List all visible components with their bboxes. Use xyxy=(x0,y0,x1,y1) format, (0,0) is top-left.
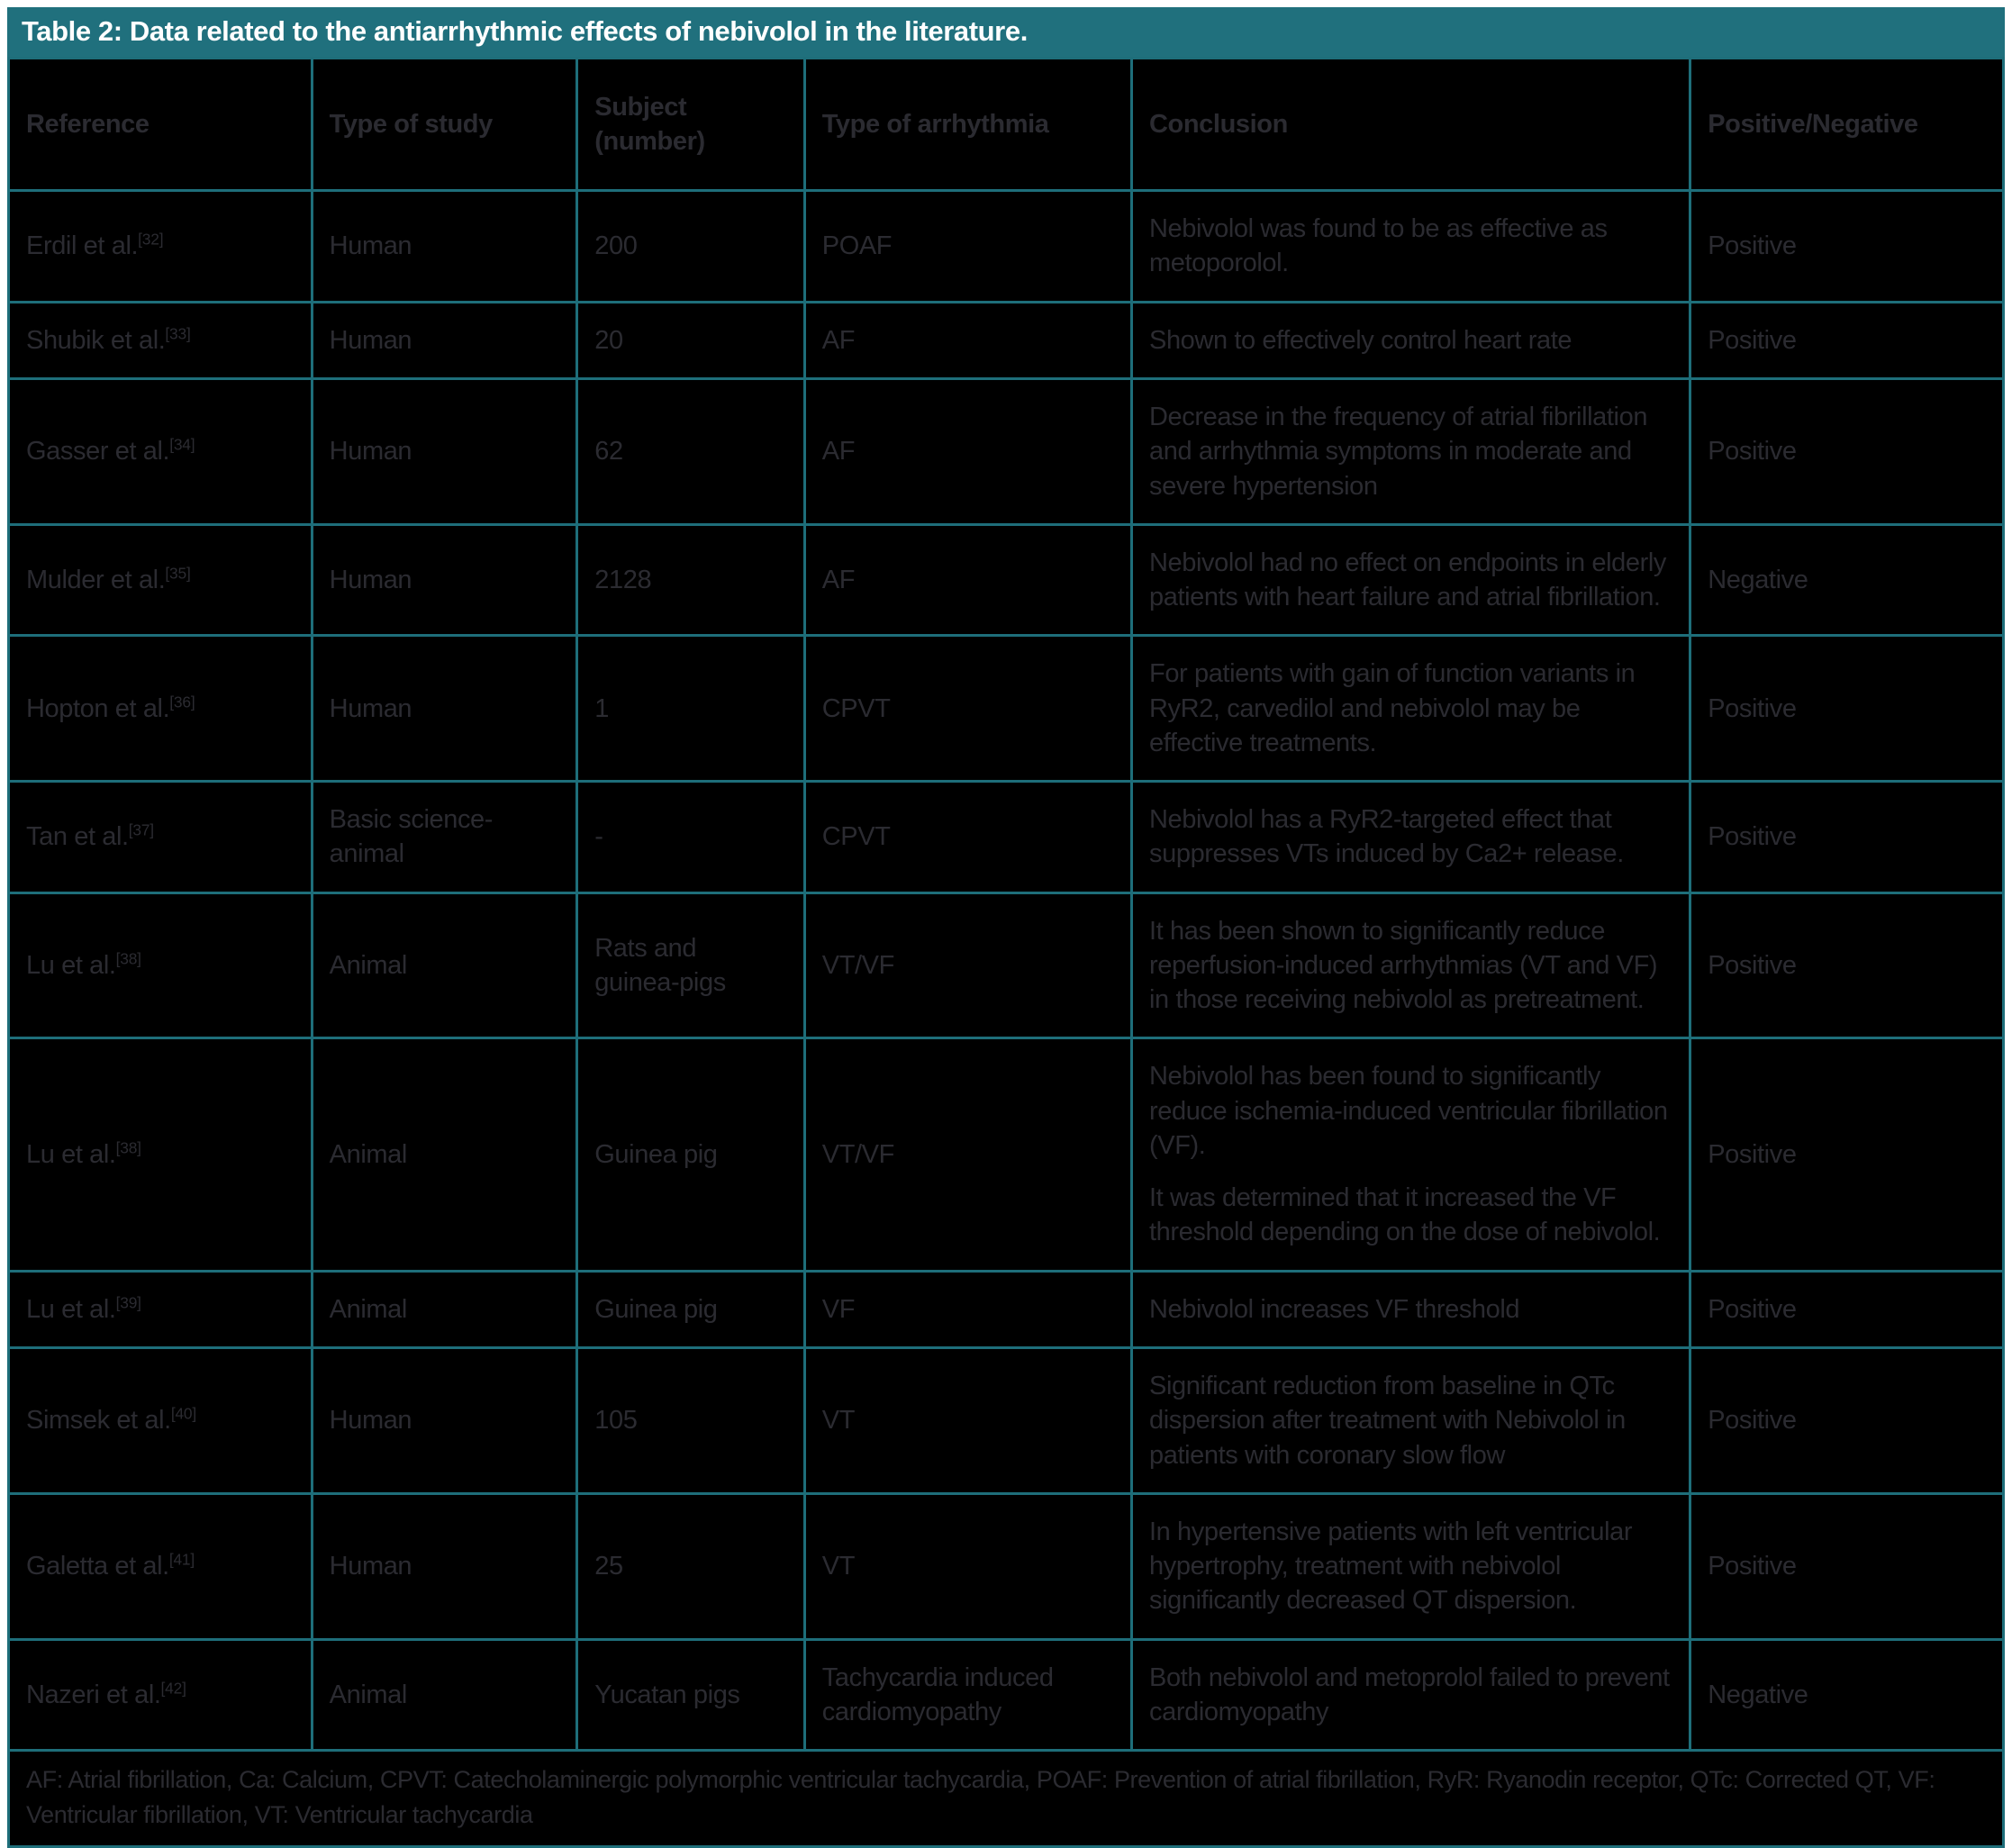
cell-subject-number: 20 xyxy=(577,302,805,378)
cell-type-of-arrhythmia: POAF xyxy=(804,191,1131,303)
cell-type-of-arrhythmia: AF xyxy=(804,524,1131,636)
column-header-type-of-study: Type of study xyxy=(312,58,577,191)
cell-reference xyxy=(9,302,313,378)
cell-reference xyxy=(9,1038,313,1271)
cell-subject-number: 105 xyxy=(577,1348,805,1494)
citation-superscript: [32] xyxy=(138,230,164,249)
table-row xyxy=(9,191,2004,303)
cell-subject-number: 62 xyxy=(577,378,805,524)
cell-reference xyxy=(9,524,313,636)
cell-type-of-study: Human xyxy=(312,378,577,524)
citation-superscript: [34] xyxy=(169,435,195,454)
cell-conclusion xyxy=(1132,1038,1690,1271)
table-row xyxy=(9,524,2004,636)
table-title-bar xyxy=(7,7,2005,57)
citation-superscript: [38] xyxy=(115,1138,141,1157)
conclusion-paragraph: In hypertensive patients with left ventricular hypertrophy, treatment with nebivolol significantly decreased QT dispersion. xyxy=(1149,1517,1633,1616)
cell-type-of-study: Human xyxy=(312,636,577,782)
column-header-reference: Reference xyxy=(9,58,313,191)
cell-positive-negative: Positive xyxy=(1690,378,2004,524)
table-row xyxy=(9,378,2004,524)
reference-name: Erdil et al. xyxy=(26,231,139,261)
citation-superscript: [36] xyxy=(169,692,195,711)
column-header-subject-number: Subject (number) xyxy=(577,58,805,191)
reference-name: Mulder et al. xyxy=(26,565,166,594)
conclusion-paragraph: It was determined that it increased the VF threshold depending on the dose of nebivolol. xyxy=(1149,1183,1661,1247)
reference-name: Hopton et al. xyxy=(26,693,170,723)
column-header-type-of-arrhythmia: Type of arrhythmia xyxy=(804,58,1131,191)
table-body xyxy=(9,191,2004,1751)
reference-name: Lu et al. xyxy=(26,1139,116,1169)
cell-type-of-arrhythmia: CPVT xyxy=(804,782,1131,893)
cell-reference xyxy=(9,378,313,524)
cell-conclusion xyxy=(1132,524,1690,636)
reference-name: Tan et al. xyxy=(26,822,129,852)
cell-conclusion xyxy=(1132,1348,1690,1494)
cell-positive-negative: Positive xyxy=(1690,782,2004,893)
cell-reference xyxy=(9,892,313,1038)
table-row xyxy=(9,1493,2004,1639)
cell-subject-number: Guinea pig xyxy=(577,1271,805,1347)
cell-conclusion xyxy=(1132,1639,1690,1751)
conclusion-paragraph: Nebivolol has been found to significantly reduce ischemia-induced ventricular fibrillation (VF). xyxy=(1149,1062,1668,1160)
conclusion-paragraph: For patients with gain of function variants in RyR2, carvedilol and nebivolol may be effective treatments. xyxy=(1149,659,1636,757)
cell-reference xyxy=(9,1271,313,1347)
citation-superscript: [39] xyxy=(115,1293,141,1312)
table-row xyxy=(9,302,2004,378)
cell-type-of-arrhythmia: Tachycardia induced cardiomyopathy xyxy=(804,1639,1131,1751)
cell-subject-number: 1 xyxy=(577,636,805,782)
table-row xyxy=(9,1348,2004,1494)
conclusion-paragraph: Significant reduction from baseline in QTc dispersion after treatment with Nebivolol in patients with coronary slow flow xyxy=(1149,1372,1626,1470)
cell-positive-negative: Positive xyxy=(1690,302,2004,378)
cell-positive-negative: Positive xyxy=(1690,636,2004,782)
conclusion-paragraph: Nebivolol increases VF threshold xyxy=(1149,1294,1520,1324)
cell-subject-number: Yucatan pigs xyxy=(577,1639,805,1751)
cell-positive-negative: Negative xyxy=(1690,1639,2004,1751)
cell-conclusion xyxy=(1132,1271,1690,1347)
reference-name: Nazeri et al. xyxy=(26,1680,161,1709)
citation-superscript: [42] xyxy=(160,1679,186,1698)
cell-conclusion xyxy=(1132,636,1690,782)
cell-type-of-arrhythmia: AF xyxy=(804,378,1131,524)
table-row xyxy=(9,1271,2004,1347)
cell-type-of-arrhythmia: VT/VF xyxy=(804,1038,1131,1271)
abbreviations-footnote: AF: Atrial fibrillation, Ca: Calcium, CPVT: Catecholaminergic polymorphic ventricular tachycardia, POAF: Prevention of atrial fibrillation, RyR: Ryanodin receptor, QTc: Corrected QT, VF: Ventricular fibrillation, VT: Ventricular tachycardia xyxy=(9,1751,2004,1847)
citation-superscript: [37] xyxy=(128,820,154,839)
conclusion-paragraph: Nebivolol had no effect on endpoints in elderly patients with heart failure and atrial fibrillation. xyxy=(1149,548,1666,612)
table-row xyxy=(9,636,2004,782)
cell-subject-number: 2128 xyxy=(577,524,805,636)
cell-type-of-study: Animal xyxy=(312,1271,577,1347)
column-header-conclusion: Conclusion xyxy=(1132,58,1690,191)
cell-conclusion xyxy=(1132,302,1690,378)
cell-type-of-arrhythmia: CPVT xyxy=(804,636,1131,782)
reference-name: Lu et al. xyxy=(26,950,116,980)
cell-reference xyxy=(9,191,313,303)
conclusion-paragraph: Both nebivolol and metoprolol failed to prevent cardiomyopathy xyxy=(1149,1662,1670,1726)
cell-type-of-study: Human xyxy=(312,1493,577,1639)
cell-conclusion xyxy=(1132,378,1690,524)
cell-type-of-study: Animal xyxy=(312,1639,577,1751)
cell-type-of-arrhythmia: AF xyxy=(804,302,1131,378)
cell-positive-negative: Positive xyxy=(1690,1271,2004,1347)
citation-superscript: [41] xyxy=(168,1550,195,1569)
cell-conclusion xyxy=(1132,1493,1690,1639)
cell-type-of-arrhythmia: VT/VF xyxy=(804,892,1131,1038)
cell-conclusion xyxy=(1132,892,1690,1038)
column-header-positive-negative: Positive/Negative xyxy=(1690,58,2004,191)
cell-type-of-study: Human xyxy=(312,191,577,303)
conclusion-paragraph: It has been shown to significantly reduce reperfusion-induced arrhythmias (VT and VF) in those receiving nebivolol as pretreatment. xyxy=(1149,916,1658,1015)
cell-positive-negative: Positive xyxy=(1690,191,2004,303)
conclusion-paragraph: Nebivolol was found to be as effective as metoporolol. xyxy=(1149,214,1608,278)
table-footer xyxy=(9,1751,2004,1847)
reference-name: Simsek et al. xyxy=(26,1406,171,1436)
cell-positive-negative: Positive xyxy=(1690,892,2004,1038)
reference-name: Gasser et al. xyxy=(26,437,170,467)
table-header xyxy=(9,58,2004,191)
cell-type-of-arrhythmia: VF xyxy=(804,1271,1131,1347)
cell-type-of-study: Animal xyxy=(312,892,577,1038)
cell-subject-number: 200 xyxy=(577,191,805,303)
cell-conclusion xyxy=(1132,782,1690,893)
reference-name: Lu et al. xyxy=(26,1294,116,1324)
cell-positive-negative: Negative xyxy=(1690,524,2004,636)
cell-type-of-study: Basic science-animal xyxy=(312,782,577,893)
citation-superscript: [35] xyxy=(165,564,191,583)
cell-type-of-study: Human xyxy=(312,302,577,378)
footnote-row xyxy=(9,1751,2004,1847)
cell-subject-number: 25 xyxy=(577,1493,805,1639)
table-row xyxy=(9,782,2004,893)
cell-subject-number: Guinea pig xyxy=(577,1038,805,1271)
cell-type-of-study: Human xyxy=(312,524,577,636)
cell-reference xyxy=(9,782,313,893)
cell-conclusion xyxy=(1132,191,1690,303)
reference-name: Shubik et al. xyxy=(26,325,166,355)
cell-reference xyxy=(9,1348,313,1494)
conclusion-paragraph: Shown to effectively control heart rate xyxy=(1149,325,1572,355)
cell-reference xyxy=(9,1639,313,1751)
conclusion-paragraph: Decrease in the frequency of atrial fibrillation and arrhythmia symptoms in moderate and severe hypertension xyxy=(1149,402,1648,501)
table-row xyxy=(9,1639,2004,1751)
cell-subject-number: Rats and guinea-pigs xyxy=(577,892,805,1038)
citation-superscript: [40] xyxy=(170,1404,197,1423)
cell-reference xyxy=(9,1493,313,1639)
literature-table xyxy=(7,57,2005,1848)
reference-name: Galetta et al. xyxy=(26,1552,169,1581)
citation-superscript: [38] xyxy=(115,949,141,968)
table-title: Table 2: Data related to the antiarrhythmic effects of nebivolol in the literature. xyxy=(22,15,1028,47)
citation-superscript: [33] xyxy=(165,324,191,343)
cell-positive-negative: Positive xyxy=(1690,1493,2004,1639)
cell-type-of-study: Human xyxy=(312,1348,577,1494)
conclusion-paragraph: Nebivolol has a RyR2-targeted effect that suppresses VTs induced by Ca2+ release. xyxy=(1149,805,1624,869)
cell-subject-number: - xyxy=(577,782,805,893)
cell-positive-negative: Positive xyxy=(1690,1038,2004,1271)
cell-positive-negative: Positive xyxy=(1690,1348,2004,1494)
cell-type-of-arrhythmia: VT xyxy=(804,1348,1131,1494)
cell-reference xyxy=(9,636,313,782)
table-row xyxy=(9,1038,2004,1271)
cell-type-of-study: Animal xyxy=(312,1038,577,1271)
table-row xyxy=(9,892,2004,1038)
header-row xyxy=(9,58,2004,191)
cell-type-of-arrhythmia: VT xyxy=(804,1493,1131,1639)
